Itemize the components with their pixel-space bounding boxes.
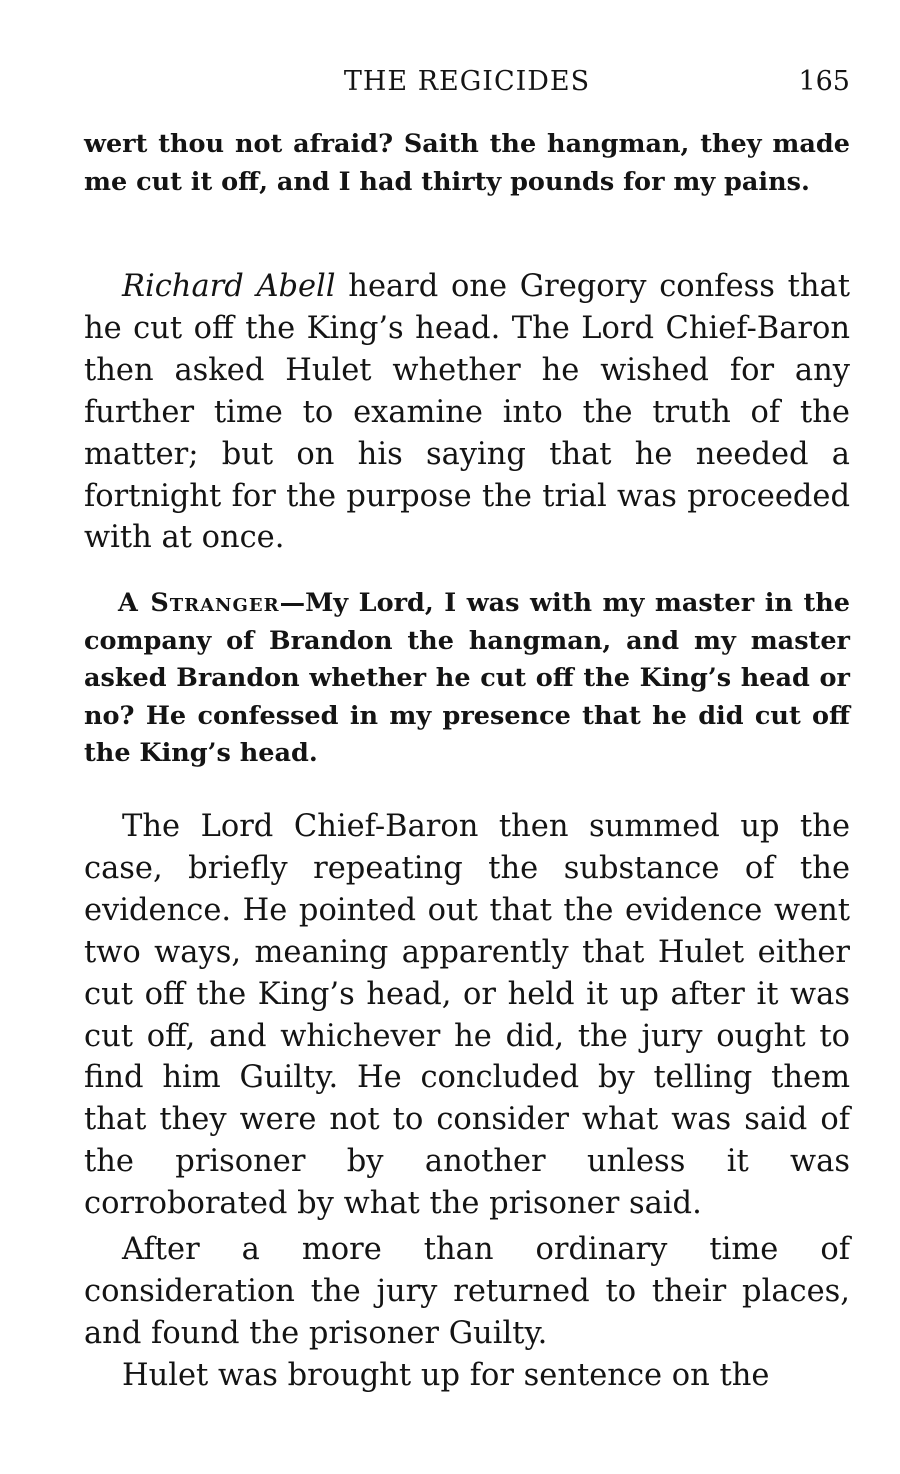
page-number: 165 (798, 66, 850, 97)
running-title: THE REGICIDES (343, 66, 591, 97)
stranger-testimony (84, 585, 850, 773)
speaker-label: A Stranger (118, 588, 280, 618)
page-header (84, 62, 850, 102)
paragraph-richard-abell (84, 266, 850, 559)
paragraph-verdict: After a more than ordinary time of consideration the jury returned to their places, and found the prisoner Guilty. (84, 1232, 850, 1351)
paragraph-sentence: Hulet was brought up for sentence on the (122, 1358, 770, 1393)
quoted-testimony-continued: wert thou not afraid? Saith the hangman, they made me cut it off, and I had thirty pounds for my pains. (84, 129, 850, 197)
witness-name: Richard Abell (122, 269, 336, 304)
paragraph-summing-up: The Lord Chief-Baron then summed up the case, briefly repeating the substance of the evidence. He pointed out that the evidence went two ways, meaning apparently that Hulet either cut off the King’s head, or held it up after it was cut off, and whichever he did, the jury ought to find him Guilty. He concluded by telling them that they were not to consider what was said of the prisoner by another unless it was corroborated by what the prisoner said. (84, 809, 850, 1222)
paragraph-text: heard one Gregory confess that he cut off the King’s head. The Lord Chief-Baron then asked Hulet whether he wished for any further time to examine into the truth of the matter; but on his saying that he needed a fortnight for the purpose the trial was proceeded with at once. (84, 269, 850, 556)
testimony-text: —My Lord, I was with my master in the company of Brandon the hangman, and my master asked Brandon whether he cut off the King’s head or no? He confessed in my presence that he did cut off the King’s head. (84, 588, 850, 768)
